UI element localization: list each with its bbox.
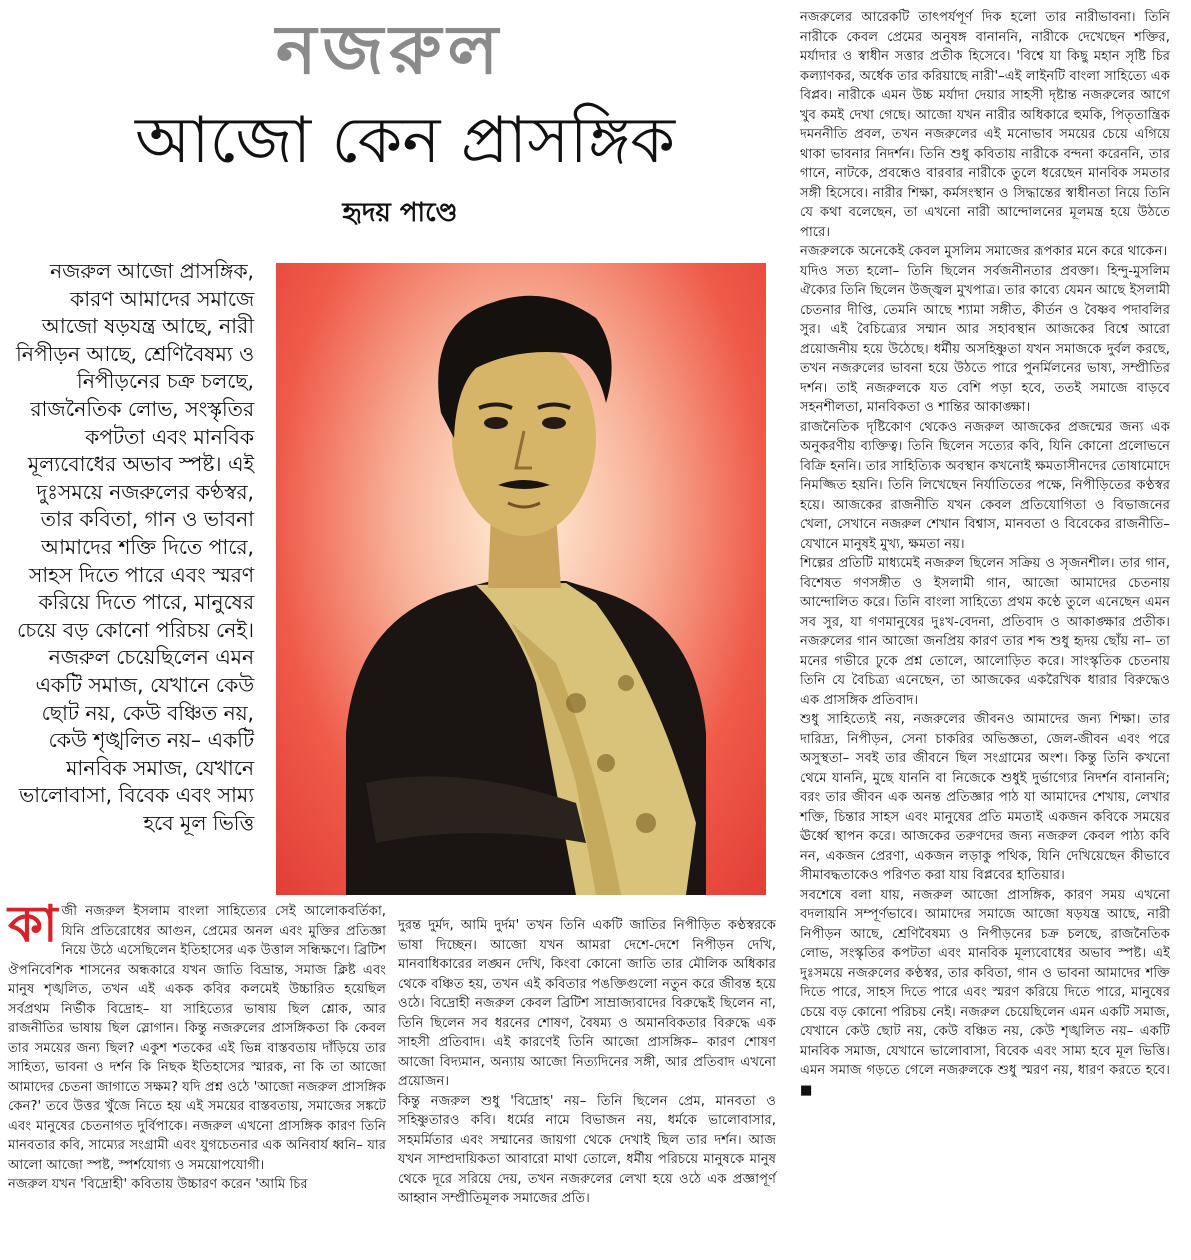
article-paragraph: শিল্পের প্রতিটি মাধ্যমেই নজরুল ছিলেন সক্রিয় ও সৃজনশীল। তার গান, বিশেষত গণসঙ্গীত ও ইসলামী গান, আজো আমাদের চেতনায় আন্দোলিত করে। তিনি বাংলা সাহিত্যে প্রথম কণ্ঠে তুলে এনেছেন এমন সব সুর, যা গণমানুষের দুঃখ-বেদনা, প্রতিবাদ ও আকাঙ্ক্ষার প্রতীক। নজরুলের গান আজো জনপ্রিয় কারণ তার শব্দ শুধু হৃদয় ছোঁয় না– তা মনের গভীরে ঢুকে প্রশ্ন তোলে, আলোড়িত করে। সাংস্কৃতিক চেতনায় তিনি যে বৈচিত্র্য এনেছেন, তা আজকের একরৈখিক ধারার বিরুদ্ধেও এক প্রাসঙ্গিক প্রতিবাদ। <box>800 556 1170 708</box>
drop-cap: কা <box>8 895 58 953</box>
article-paragraph: দুরন্ত দুর্মদ, আমি দুর্দম' তখন তিনি একটি জাতির নিপীড়িত কণ্ঠস্বরকে ভাষা দিচ্ছেন। আজো যখন আমরা দেশে-দেশে নিপীড়ন দেখি, মানবাধিকারের লঙ্ঘন দেখি, কিংবা কোনো জাতি তার মৌলিক অধিকার থেকে বঞ্চিত হয়, তখন এই কবিতার পঙক্তিগুলো নতুন করে জীবন্ত হয়ে ওঠে। বিদ্রোহী নজরুল কেবল ব্রিটিশ সাম্রাজ্যবাদের বিরুদ্ধেই ছিলেন না, তিনি ছিলেন সব ধরনের শোষণ, বৈষম্য ও অমানবিকতার বিরুদ্ধে এক সাহসী প্রতিবাদ। এই কারণেই তিনি আজো প্রাসঙ্গিক– কারণ শোষণ আজো বিদ্যমান, অন্যায় আজো নিত্যদিনের সঙ্গী, আর প্রতিবাদ এখনো প্রয়োজন। <box>398 918 776 1089</box>
headline-kicker: নজরুল <box>275 11 505 90</box>
article-paragraph: কিন্তু নজরুল শুধু 'বিদ্রোহ' নয়– তিনি ছিলেন প্রেম, মানবতা ও সহিষ্ণুতারও কবি। ধর্মের নামে বিভাজন নয়, ধর্মকে ভালোবাসার, সহমর্মিতার এবং সম্মানের জায়গা থেকে দেখাই ছিল তার দর্শন। আজ যখন সাম্প্রদায়িকতা আবারো মাথা তোলে, ধর্মীয় পরিচয়ে মানুষকে মানুষ থেকে দূরে সরিয়ে দেয়, তখন নজরুলের লেখা হয়ে ওঠে এক প্রজ্ঞাপূর্ণ আহ্বান সম্প্রীতিমূলক সমাজের প্রতি। <box>398 1093 776 1206</box>
article-text: জী নজরুল ইসলাম বাংলা সাহিত্যের সেই আলোকবর্তিকা, যিনি প্রতিরোধের আগুন, প্রেমের অনল এবং মুক্তির প্রতিজ্ঞা নিয়ে উঠে এসেছিলেন ইতিহাসের এক উত্তাল সন্ধিক্ষণে। ব্রিটিশ ঔপনিবেশিক শাসনের অন্ধকারে যখন জাতি বিভ্রান্ত, সমাজ ক্লিষ্ট এবং মানুষ শৃঙ্খলিত, তখন এই একক কবির কলমেই উচ্চারিত হয়েছিল সর্বপ্রথম নির্ভীক বিদ্রোহ– যা সাহিত্যের ভাষায় ছিল শ্লোক, আর রাজনীতির ভাষায় ছিল স্লোগান। কিন্তু নজরুলের প্রাসঙ্গিকতা কি কেবল তার সময়ের জন্য ছিল? একুশ শতকের এই ভিন্ন বাস্তবতায় দাঁড়িয়ে তার সাহিত্য, ভাবনা ও দর্শন কি নিছক ইতিহাসের স্মারক, না কি তা আজো আমাদের চেতনা জাগাতে সক্ষম? যদি প্রশ্ন ওঠে 'আজো নজরুল প্রাসঙ্গিক কেন?' তবে উত্তর খুঁজে নিতে হয় এই সময়ের বাস্তবতায়, সমাজের সঙ্কটে এবং মানুষের চেতনাগত দুর্বিপাকে। নজরুল এখনো প্রাসঙ্গিক কারণ তিনি মানবতার কবি, সাম্যের সংগ্রামী এবং যুগচেতনার এক অনিবার্য ধ্বনি– যার আলো আজো স্পষ্ট, স্পর্শযোগ্য ও সময়োপযোগী। <box>8 904 386 1173</box>
article-paragraph: শুধু সাহিত্যেই নয়, নজরুলের জীবনও আমাদের জন্য শিক্ষা। তার দারিদ্র্য, নিপীড়ন, সেনা চাকরির অভিজ্ঞতা, জেল-জীবন এবং পরে অসুস্থতা– সবই তার জীবনে ছিল সংগ্রামের অংশ। কিন্তু তিনি কখনো থেমে যাননি, মুছে যাননি বা নিজেকে শুধুই দুর্ভাগ্যের নিদর্শন বানাননি; বরং তার জীবন এক অনন্ত প্রতিজ্ঞার পাঠ যা আমাদের শেখায়, লেখার শক্তি, চিন্তার সাহস এবং মানুষের প্রতি মমতাই একজন কবিকে সময়ের ঊর্ধ্বে স্থাপন করে। আজকের তরুণদের জন্য নজরুল কেবল পাঠ্য কবি নন, একজন প্রেরণা, একজন লড়াকু পথিক, যিনি দেখিয়েছেন কীভাবে সীমাবদ্ধতাকেও পরিণত করা যায় বিপ্লবের হাতিয়ার। <box>800 712 1170 883</box>
article-paragraph: নজরুলের আরেকটি তাৎপর্যপূর্ণ দিক হলো তার নারীভাবনা। তিনি নারীকে কেবল প্রেমের অনুষঙ্গ বানাননি, নারীকে দেখেছেন শক্তির, মর্যাদার ও স্বাধীন সত্তার প্রতীক হিসেবে। 'বিশ্বে যা কিছু মহান সৃষ্টি চির কল্যাণকর, অর্ধেক তার করিয়াছে নারী'–এই লাইনটি বাংলা সাহিত্যে এক বিপ্লব। নারীকে এমন উচ্চ মর্যাদা দেয়ার সাহসী দৃষ্টান্ত নজরুলের আগে খুব কমই দেখা গেছে। আজো যখন নারীর অধিকারে হুমকি, পিতৃতান্ত্রিক দমননীতি প্রবল, তখন নজরুলের এই মনোভাব সময়ের চেয়ে এগিয়ে থাকা ভাবনার নিদর্শন। তিনি শুধু কবিতায় নারীকে বন্দনা করেননি, তার গানে, নাটকে, প্রবন্ধেও বারবার নারীকে তুলে ধরেছেন মানবিক সমতার সঙ্গী হিসেবে। নারীর শিক্ষা, কর্মসংস্থান ও সিদ্ধান্তের স্বাধীনতা নিয়ে তিনি যে কথা বলেছেন, তা এখনো নারী আন্দোলনের মূলমন্ত্র হয়ে উঠতে পারে। <box>800 10 1170 240</box>
article-paragraph: সবশেষে বলা যায়, নজরুল আজো প্রাসঙ্গিক, কারণ সময় এখনো বদলায়নি সম্পূর্ণভাবে। আমাদের সমাজে আজো ষড়যন্ত্র আছে, নারী নিপীড়ন আছে, শ্রেণিবৈষম্য ও নিপীড়নের চক্র চলছে, রাজনৈতিক লোভ, সংস্কৃতির কপটতা এবং মানবিক মূল্যবোধের অভাব স্পষ্ট। এই দুঃসময়ে নজরুলের কণ্ঠস্বর, তার কবিতা, গান ও ভাবনা আমাদের শক্তি দিতে পারে, সাহস দিতে পারে এবং স্মরণ করিয়ে দিতে পারে, মানুষের চেয়ে বড় কোনো পরিচয় নেই। নজরুল চেয়েছিলেন এমন একটি সমাজ, যেখানে কেউ ছোট নয়, কেউ বঞ্চিত নয়, কেউ শৃঙ্খলিত নয়– একটি মানবিক সমাজ, যেখানে ভালোবাসা, বিবেক এবং সাম্য হবে মূল ভিত্তি। এমন সমাজ গড়তে গেলে নজরুলকে শুধু স্মরণ নয়, ধারণ করতে হবে। ■ <box>800 887 1170 1098</box>
headline: আজো কেন প্রাসঙ্গিক <box>135 104 675 178</box>
article-paragraph: যদিও সত্য হলো– তিনি ছিলেন সর্বজনীনতার প্রবক্তা। হিন্দু-মুসলিম ঐক্যের তিনি ছিলেন উজ্জ্বল মুখপাত্র। তার কাব্যে যেমন আছে ইসলামী চেতনার দীপ্তি, তেমনি আছে শ্যামা সঙ্গীত, কীর্তন ও বৈষ্ণব পদাবলির সুর। এই বৈচিত্র্যের সম্মান আর সহাবস্থান আজকের বিশ্বে আরো প্রয়োজনীয় হয়ে উঠেছে। ধর্মীয় অসহিষ্ণুতা যখন সমাজকে দুর্বল করছে, তখন নজরুলের ভাবনা হয়ে উঠতে পারে পুনর্মিলনের ভাষ্য, সম্প্রীতির দর্শন। তাই নজরুলকে যত বেশি পড়া হবে, ততই সমাজে বাড়বে সহনশীলতা, মানবিকতা ও শান্তির আকাঙ্ক্ষা। <box>800 263 1170 415</box>
article-column-middle <box>398 916 776 1209</box>
article-paragraph: নজরুলকে অনেকেই কেবল মুসলিম সমাজের রূপকার মনে করে থাকেন। <box>800 244 1168 259</box>
portrait-illustration <box>276 263 766 895</box>
pull-quote: নজরুল আজো প্রাসঙ্গিক, কারণ আমাদের সমাজে আজো ষড়যন্ত্র আছে, নারী নিপীড়ন আছে, শ্রেণিবৈষম্য ও নিপীড়নের চক্র চলছে, রাজনৈতিক লোভ, সংস্কৃতির কপটতা এবং মানবিক মূল্যবোধের অভাব স্পষ্ট। এই দুঃসময়ে নজরুলের কণ্ঠস্বর, তার কবিতা, গান ও ভাবনা আমাদের শক্তি দিতে পারে, সাহস দিতে পারে এবং স্মরণ করিয়ে দিতে পারে, মানুষের চেয়ে বড় কোনো পরিচয় নেই। নজরুল চেয়েছিলেন এমন একটি সমাজ, যেখানে কেউ ছোট নয়, কেউ বঞ্চিত নয়, কেউ শৃঙ্খলিত নয়– একটি মানবিক সমাজ, যেখানে ভালোবাসা, বিবেক এবং সাম্য হবে মূল ভিত্তি <box>15 259 254 835</box>
article-column-right <box>800 8 1170 1100</box>
article-paragraph: নজরুল যখন 'বিদ্রোহী' কবিতায় উচ্চারণ করেন 'আমি চির <box>8 1177 308 1192</box>
article-column-left <box>8 895 386 1195</box>
article-paragraph <box>8 895 386 1175</box>
portrait-figure <box>276 263 766 895</box>
article-paragraph: রাজনৈতিক দৃষ্টিকোণ থেকেও নজরুল আজকের প্রজন্মের জন্য এক অনুকরণীয় ব্যক্তিত্ব। তিনি ছিলেন সত্যের কবি, যিনি কোনো প্রলোভনে বিক্রি হননি। তার সাহিত্যিক অবস্থান কখনোই ক্ষমতাসীনদের তোষামোদে নিমজ্জিত হয়নি। তিনি লিখেছেন নির্যাতিতের পক্ষে, নিপীড়িতের কণ্ঠস্বর হয়ে। আজকের রাজনীতি যখন কেবল প্রতিযোগিতা ও বিভাজনের খেলা, সেখানে নজরুল শেখান বিশ্বাস, মানবতা ও বিবেকের রাজনীতি– যেখানে মানুষই মুখ্য, ক্ষমতা নয়। <box>800 419 1170 552</box>
byline: হৃদয় পাণ্ডে <box>342 198 458 228</box>
